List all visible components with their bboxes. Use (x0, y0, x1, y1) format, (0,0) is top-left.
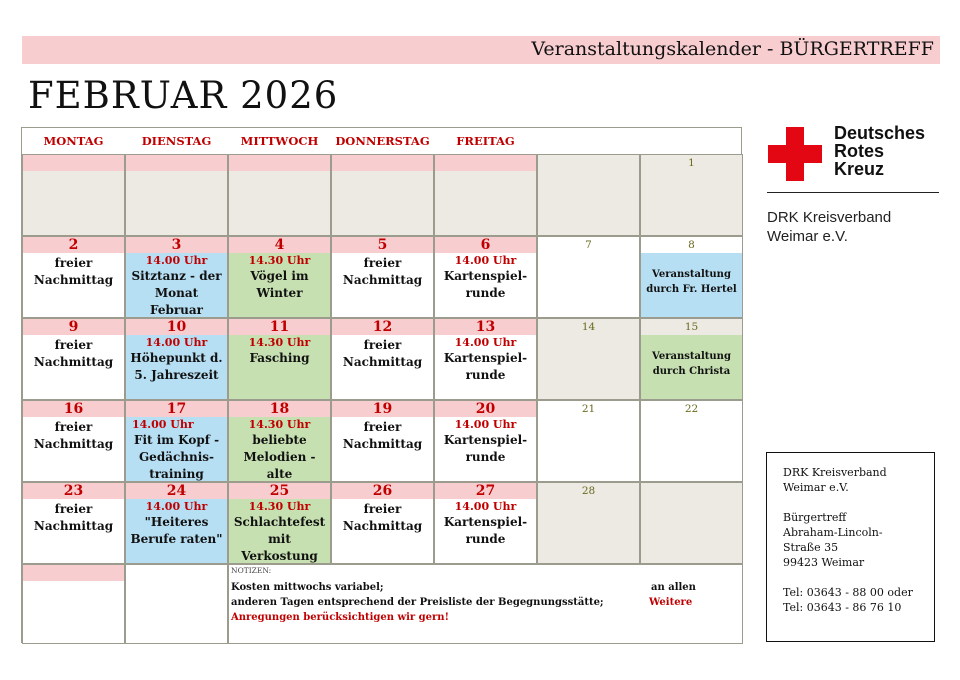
day-cell (331, 400, 434, 482)
day-body (641, 349, 742, 399)
logo-line: Rotes (834, 141, 885, 161)
logo-line: Kreuz (834, 159, 885, 179)
day-event-text: Veranstaltung durch Christa (652, 351, 731, 377)
day-event-text: freier Nachmittag (33, 256, 114, 287)
day-header-thursday: DONNERSTAG (335, 134, 430, 148)
header-bar (22, 36, 940, 64)
note-line: Weitere (649, 597, 693, 608)
day-cell (22, 318, 125, 400)
day-cell (22, 236, 125, 318)
day-number: 8 (688, 239, 695, 251)
day-body (229, 417, 330, 481)
day-event-text: freier Nachmittag (342, 420, 423, 451)
day-header-wednesday: MITTWOCH (240, 134, 319, 148)
day-cell (434, 400, 537, 482)
notes-cell (125, 564, 228, 644)
day-cell (537, 482, 640, 564)
day-cell (228, 482, 331, 564)
day-event-text: freier Nachmittag (342, 256, 423, 287)
event-time: 14.30 Uhr (248, 336, 311, 349)
day-number: 14 (581, 321, 596, 333)
day-number: 1 (688, 157, 695, 169)
day-strip (23, 155, 124, 171)
day-cell (434, 154, 537, 236)
day-cell (640, 236, 743, 318)
day-event-text: Veranstaltung durch Fr. Hertel (646, 269, 737, 295)
event-time: 14.00 Uhr (132, 418, 194, 431)
day-cell (537, 318, 640, 400)
calendar-grid (21, 127, 742, 643)
day-number: 4 (274, 237, 285, 253)
day-event-text: Kartenspiel-runde (443, 351, 528, 382)
day-cell (228, 154, 331, 236)
event-time: 14.00 Uhr (454, 500, 517, 513)
day-cell (640, 154, 743, 236)
event-time: 14.00 Uhr (145, 336, 208, 349)
day-body (126, 335, 227, 399)
header-title: Veranstaltungskalender - BÜRGERTREFF (531, 38, 934, 60)
logo-divider (767, 192, 939, 193)
day-cell (22, 400, 125, 482)
event-time: 14.00 Uhr (454, 254, 517, 267)
day-number: 28 (581, 485, 596, 497)
day-event-text: freier Nachmittag (342, 502, 423, 533)
day-body (435, 335, 536, 399)
day-cell (640, 400, 743, 482)
day-number: 10 (166, 319, 187, 335)
day-number: 11 (269, 319, 290, 335)
day-event-text: Kartenspiel-runde (443, 433, 528, 464)
day-number: 25 (269, 483, 290, 499)
event-time: 14.30 Uhr (248, 500, 311, 513)
day-event-text: Schlachtefest mit Verkostung (233, 515, 326, 563)
day-number: 7 (585, 239, 592, 251)
day-header-friday: FREITAG (456, 134, 515, 148)
day-body (229, 499, 330, 563)
day-cell (537, 236, 640, 318)
notes-label: NOTIZEN: (231, 566, 272, 575)
day-cell (125, 400, 228, 482)
day-number: 13 (475, 319, 496, 335)
day-event-text: Vögel im Winter (250, 269, 309, 300)
day-event-text: "Heiteres Berufe raten" (130, 515, 223, 546)
day-number: 19 (372, 401, 393, 417)
day-cell (125, 482, 228, 564)
day-number: 9 (68, 319, 79, 335)
phone-line: Tel: 03643 - 88 00 oder (783, 586, 913, 599)
notes-area (228, 564, 743, 644)
day-number: 18 (269, 401, 290, 417)
notes-cell (22, 564, 125, 644)
event-time: 14.30 Uhr (248, 418, 311, 431)
day-number: 2 (68, 237, 79, 253)
day-cell (537, 400, 640, 482)
day-header-monday: MONTAG (43, 134, 104, 148)
day-body (229, 335, 330, 399)
day-strip (332, 155, 433, 171)
day-number: 24 (166, 483, 187, 499)
day-cell (640, 482, 743, 564)
event-time: 14.00 Uhr (145, 500, 208, 513)
day-number: 15 (684, 321, 699, 333)
day-body (435, 253, 536, 317)
day-number: 21 (581, 403, 596, 415)
month-title: FEBRUAR 2026 (28, 74, 339, 117)
day-body (126, 499, 227, 563)
event-time: 14.30 Uhr (248, 254, 311, 267)
day-number: 23 (63, 483, 84, 499)
day-cell (125, 154, 228, 236)
day-cell (434, 482, 537, 564)
day-event-text: Sitztanz - der Monat Februar (131, 269, 222, 317)
day-cell (125, 236, 228, 318)
address-line: Abraham-Lincoln- (783, 526, 883, 539)
event-time: 14.00 Uhr (454, 336, 517, 349)
event-time: 14.00 Uhr (145, 254, 208, 267)
address-line: Bürgertreff (783, 511, 847, 524)
day-body (229, 253, 330, 317)
day-cell (331, 482, 434, 564)
day-strip (23, 565, 124, 581)
day-number: 6 (480, 237, 491, 253)
day-number: 20 (475, 401, 496, 417)
day-number: 22 (684, 403, 699, 415)
address-line: DRK Kreisverband (783, 466, 887, 479)
day-number: 12 (372, 319, 393, 335)
logo-subtitle (767, 208, 891, 246)
day-cell (331, 154, 434, 236)
day-event-text: freier Nachmittag (33, 420, 114, 451)
logo-sub-line: Weimar e.V. (767, 228, 848, 245)
day-cell (22, 154, 125, 236)
day-cell (331, 318, 434, 400)
day-number: 5 (377, 237, 388, 253)
day-event-text: Höhepunkt d. 5. Jahreszeit (130, 351, 223, 382)
note-line: Anregungen berücksichtigen wir gern! (231, 612, 449, 623)
day-body (641, 267, 742, 317)
day-number: 16 (63, 401, 84, 417)
day-number: 3 (171, 237, 182, 253)
day-event-text: beliebte Melodien - alte (243, 433, 316, 481)
day-cell (434, 236, 537, 318)
day-cell (537, 154, 640, 236)
phone-line: Tel: 03643 - 86 76 10 (783, 601, 902, 614)
day-strip (435, 155, 536, 171)
day-event-text: Fit im Kopf - Gedächnis-training (133, 433, 220, 481)
day-body (126, 253, 227, 317)
day-cell (331, 236, 434, 318)
day-body (126, 417, 227, 481)
day-cell (125, 318, 228, 400)
day-number: 26 (372, 483, 393, 499)
note-line: Kosten mittwochs variabel; (231, 582, 384, 593)
day-cell (228, 318, 331, 400)
day-body (435, 417, 536, 481)
address-line: Weimar e.V. (783, 481, 849, 494)
event-time: 14.00 Uhr (454, 418, 517, 431)
red-cross-icon (768, 127, 822, 181)
day-strip (126, 155, 227, 171)
logo-line: Deutsches (834, 123, 926, 143)
logo-sub-line: DRK Kreisverband (767, 209, 892, 226)
address-line: Straße 35 (783, 541, 839, 554)
day-header-tuesday: DIENSTAG (141, 134, 212, 148)
day-cell (640, 318, 743, 400)
note-line: an allen (651, 582, 696, 593)
day-cell (434, 318, 537, 400)
day-event-text: Fasching (249, 351, 310, 365)
day-strip (229, 155, 330, 171)
note-line: anderen Tagen entsprechend der Preisliste der Begegnungsstätte; (231, 597, 604, 608)
address-box (766, 452, 935, 642)
day-event-text: freier Nachmittag (342, 338, 423, 369)
address-line: 99423 Weimar (783, 556, 865, 569)
day-cell (228, 236, 331, 318)
day-number: 17 (166, 401, 187, 417)
day-event-text: freier Nachmittag (33, 338, 114, 369)
day-event-text: freier Nachmittag (33, 502, 114, 533)
day-event-text: Kartenspiel-runde (443, 515, 528, 546)
day-event-text: Kartenspiel-runde (443, 269, 528, 300)
day-cell (228, 400, 331, 482)
day-number: 27 (475, 483, 496, 499)
day-cell (22, 482, 125, 564)
day-body (435, 499, 536, 563)
logo-wordmark (834, 124, 925, 178)
